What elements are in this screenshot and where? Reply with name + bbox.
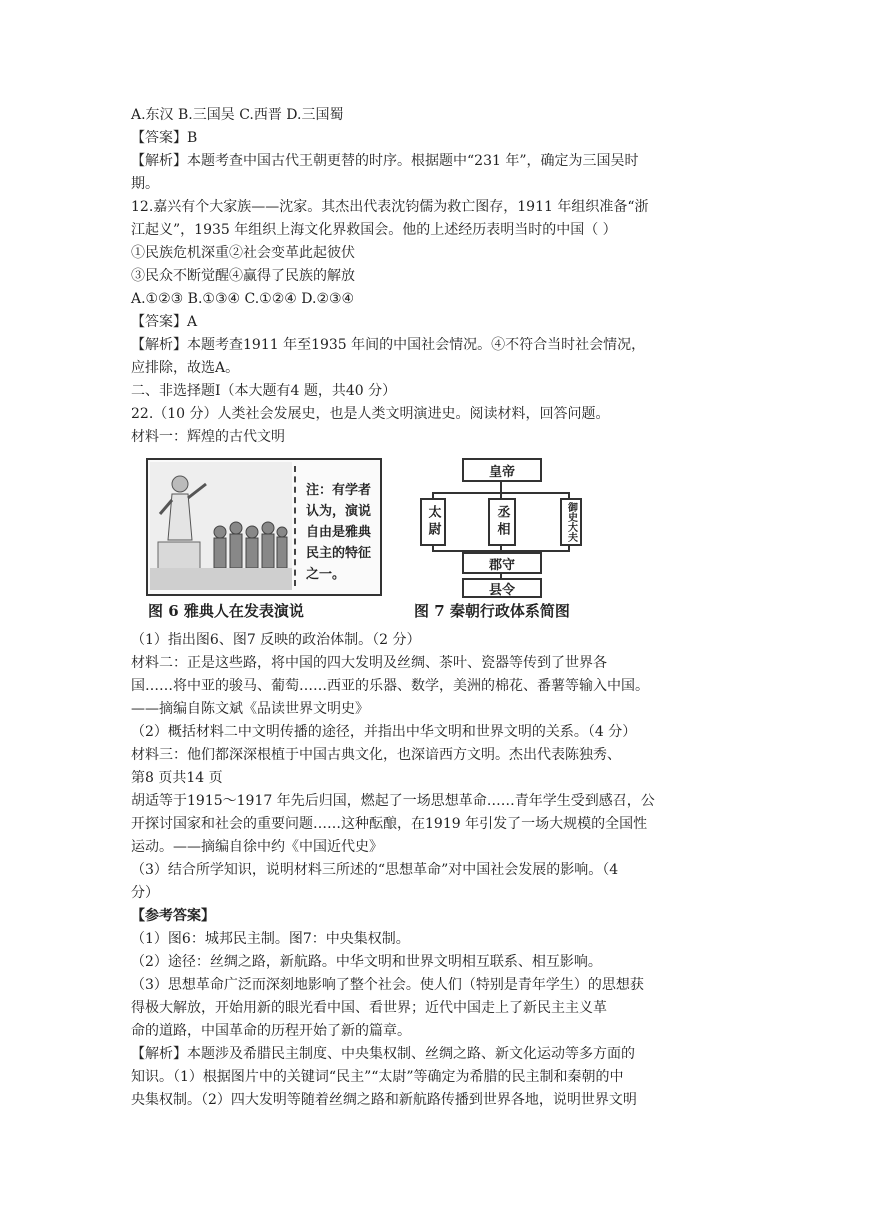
material-line: 材料三：他们都深深根植于中国古典文化，也深谙西方文明。杰出代表陈独秀、: [131, 747, 621, 763]
question-line: （3）结合所学知识，说明材料三所述的“思想革命”对中国社会发展的影响。（4: [131, 862, 619, 878]
material-line: 国……将中亚的骏马、葡萄……西亚的乐器、数学，美洲的棉花、番薯等输入中国。: [131, 678, 649, 694]
analysis-line: 央集权制。（2）四大发明等随着丝绸之路和新航路传播到世界各地，说明世界文明: [131, 1092, 637, 1108]
question-line: （2）概括材料二中文明传播的途径，并指出中华文明和世界文明的关系。（4 分）: [131, 724, 637, 740]
question-line: ①民族危机深重②社会变革此起彼伏: [131, 245, 355, 261]
chengxiang-box: 丞相: [488, 498, 516, 546]
figure-7-diagram: [418, 458, 586, 598]
analysis-line: 【解析】本题考查中国古代王朝更替的时序。根据题中“231 年”，确定为三国吴时: [131, 153, 639, 169]
analysis-line: 【解析】本题涉及希腊民主制度、中央集权制、丝绸之路、新文化运动等多方面的: [131, 1046, 635, 1062]
connector: [500, 480, 502, 492]
analysis-line: 知识。（1）根据图片中的关键词“民主”“太尉”等确定为希腊的民主制和秦朝的中: [131, 1069, 624, 1085]
option-line: A.东汉 B.三国吴 C.西晋 D.三国蜀: [131, 107, 344, 123]
answer-line: （3）思想革命广泛而深刻地影响了整个社会。使人们（特别是青年学生）的思想获: [131, 977, 644, 993]
answer-line: 命的道路，中国革命的历程开始了新的篇章。: [131, 1023, 411, 1039]
question-line: （1）指出图6、图7 反映的政治体制。（2 分）: [131, 632, 421, 648]
question-line: 分）: [131, 885, 159, 901]
figure-6-image: [146, 458, 382, 596]
figure-divider: [294, 466, 296, 586]
question-line: ③民众不断觉醒④赢得了民族的解放: [131, 268, 355, 284]
material-line: 开探讨国家和社会的重要问题……这种酝酿，在1919 年引发了一场大规模的全国性: [131, 816, 648, 832]
answer-line: （1）图6：城邦民主制。图7：中央集权制。: [131, 931, 410, 947]
emperor-box: 皇帝: [462, 458, 542, 482]
section-heading: 二、非选择题Ⅰ（本大题有4 题，共40 分）: [131, 383, 397, 399]
answer-line: 得极大解放，开始用新的眼光看中国、看世界；近代中国走上了新民主主义革: [131, 1000, 607, 1016]
figures: [146, 458, 586, 622]
athenian-orator-illustration: [150, 462, 292, 590]
question-line: 22.（10 分）人类社会发展史，也是人类文明演进史。阅读材料，回答问题。: [131, 406, 610, 422]
option-line: A.①②③ B.①③④ C.①②④ D.②③④: [131, 291, 355, 307]
analysis-line: 【解析】本题考查1911 年至1935 年间的中国社会情况。④不符合当时社会情况，: [131, 337, 646, 353]
material-line: 材料一：辉煌的古代文明: [131, 429, 285, 445]
question-line: 江起义”，1935 年组织上海文化界救国会。他的上述经历表明当时的中国（ ）: [131, 222, 617, 238]
material-line: 胡适等于1915～1917 年先后归国，燃起了一场思想革命……青年学生受到感召，公: [131, 793, 655, 809]
question-line: 12.嘉兴有个大家族——沈家。其杰出代表沈钧儒为救亡图存，1911 年组织准备“浙: [131, 199, 649, 215]
figure-6-note: 注：有学者认为，演说自由是雅典民主的特征之一。: [306, 483, 372, 582]
xianling-box: 县令: [462, 578, 542, 598]
figure-6-caption: 图 6 雅典人在发表演说: [148, 602, 304, 620]
page-footer: 第8 页共14 页: [131, 770, 223, 786]
material-line: 材料二：正是这些路，将中国的四大发明及丝绸、茶叶、瓷器等传到了世界各: [131, 655, 607, 671]
source-line: ——摘编自陈文斌《品读世界文明史》: [131, 701, 369, 717]
analysis-line: 期。: [131, 176, 159, 192]
orator-drawing-icon: [150, 462, 292, 590]
figure-7-caption: 图 7 秦朝行政体系简图: [414, 602, 570, 620]
answer-line: 【答案】A: [131, 314, 198, 330]
analysis-line: 应排除，故选A。: [131, 360, 240, 376]
taiwei-box: 太尉: [420, 498, 446, 546]
junshou-box: 郡守: [462, 552, 542, 574]
answer-line: 【答案】B: [131, 130, 198, 146]
answer-line: （2）途径：丝绸之路，新航路。中华文明和世界文明相互联系、相互影响。: [131, 954, 602, 970]
reference-answer-heading: 【参考答案】: [131, 908, 215, 924]
yushi-box: 御史大夫: [560, 498, 582, 546]
source-line: 运动。——摘编自徐中约《中国近代史》: [131, 839, 383, 855]
